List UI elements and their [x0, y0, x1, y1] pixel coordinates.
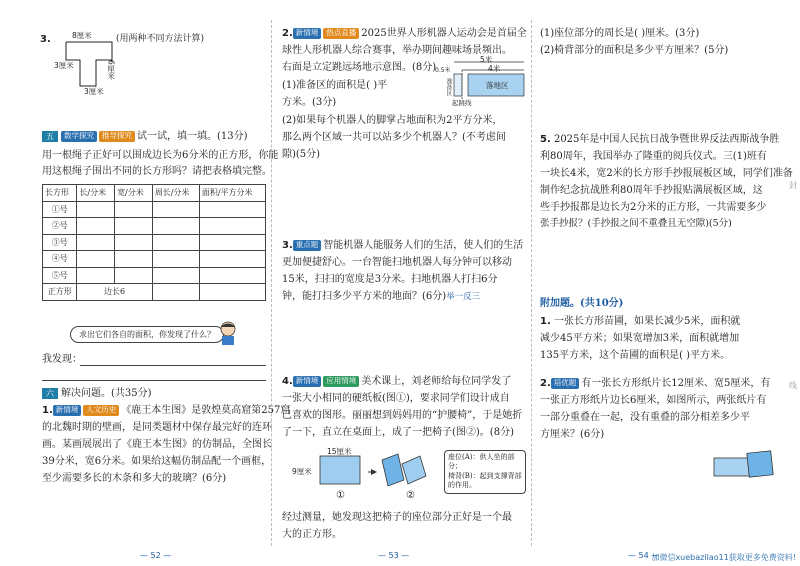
- q1-line: 画。某画展展出了《鹿王本生图》的仿制品，全图长: [42, 439, 272, 450]
- b2-line: 方厘米？(6分): [540, 429, 605, 440]
- answer-cell[interactable]: [199, 234, 265, 251]
- q4-line: 一张大小相同的硬纸板(图①)，要求同学们设计成自: [282, 393, 510, 404]
- fig-height-label: 9厘米: [292, 467, 312, 476]
- b2-text: 有一张长方形纸片长12厘米、宽5厘米，有: [581, 378, 771, 389]
- q3-number: 3.: [282, 240, 293, 251]
- q2-part2-line: 隙)(5分): [282, 149, 321, 160]
- page-number: — 53 —: [378, 551, 410, 560]
- section5-subtag: 推导探究: [99, 131, 135, 142]
- b1-number: 1.: [540, 316, 551, 327]
- rectangle-table: [42, 184, 266, 301]
- table-row: [43, 201, 266, 218]
- section6-heading: [42, 388, 152, 400]
- table-header: 面积/平方分米: [199, 185, 265, 202]
- q5-line: 制作纪念抗战胜利80周年手抄报贴满展板区域，这: [540, 185, 763, 196]
- q4-line: [282, 376, 511, 388]
- answer-cell[interactable]: [115, 218, 153, 235]
- q2-line: [282, 28, 527, 40]
- overlap-papers-figure: [708, 446, 788, 486]
- table-row-square: [43, 284, 266, 301]
- q4-line: 了一下，直立在桌面上，成了一把椅子(图②)。(8分): [282, 427, 514, 438]
- q4-part1: (1)座位部分的周长是( )厘米。(3分): [540, 28, 700, 39]
- b1-text: 一张长方形苗圃，如果长减少5米，面积就: [553, 316, 741, 327]
- q3-left-label: 3厘米: [54, 61, 74, 70]
- related-practice-link[interactable]: 举一反三: [446, 292, 481, 302]
- q3-tag: 重点题: [293, 240, 322, 251]
- q4-tag: 新情境: [293, 376, 322, 387]
- q1-line: 39分米，宽6分米。如果给这幅仿制品配一个画框，: [42, 456, 272, 467]
- q1-tag: 新情境: [53, 405, 82, 416]
- q3-text: 钟，能打扫多少平方米的地面？(6分): [282, 291, 447, 302]
- q4-tag: 应用情境: [323, 376, 359, 387]
- page-54: [532, 0, 800, 566]
- answer-cell[interactable]: [199, 201, 265, 218]
- table-row: [43, 267, 266, 284]
- table-row: [43, 234, 266, 251]
- q3-note: (用两种不同方法计算): [116, 34, 205, 44]
- answer-cell[interactable]: [152, 267, 199, 284]
- answer-line[interactable]: [80, 365, 266, 366]
- section5-number: 五: [42, 131, 58, 142]
- answer-cell[interactable]: [115, 251, 153, 268]
- answer-cell[interactable]: [199, 251, 265, 268]
- q1-tag: 人文历史: [83, 405, 119, 416]
- section5-title: 试一试，填一填。(13分): [137, 131, 248, 142]
- hint-bubble-text: 求出它们各自的面积，你发现了什么？: [79, 330, 215, 339]
- page-number: — 52 —: [140, 551, 172, 560]
- row-label: ②号: [43, 218, 77, 235]
- q1-text: 《鹿王本生图》是敦煌莫高窟第257窟: [121, 405, 291, 416]
- fig-label-2: ②: [406, 490, 415, 501]
- seat-note-line: 座位(A)：供人坐的部分；: [448, 453, 515, 471]
- section5-heading: [42, 131, 248, 143]
- edge-char: 线: [789, 381, 797, 390]
- q2-part2-line: 那么两个区域一共可以站多少个机器人？(不考虑间: [282, 132, 506, 143]
- q2-line: 球性人形机器人综合赛事，举办期间趣味场景频出。: [282, 45, 512, 56]
- table-header: 宽/分米: [115, 185, 153, 202]
- table-header: 周长/分米: [152, 185, 199, 202]
- q2-number: 2.: [282, 28, 293, 39]
- diagram-prep-area-label: 准备区: [444, 78, 452, 96]
- section6-number: 六: [42, 388, 58, 399]
- diagram-landing-area-label: 落地区: [486, 81, 509, 90]
- answer-cell[interactable]: [152, 234, 199, 251]
- q3-line: 15米，扫扫的宽度是3分米。扫地机器人打扫6分: [282, 274, 498, 285]
- answer-cell[interactable]: [77, 267, 115, 284]
- q4-line: 己喜欢的图形。丽丽想到妈妈用的“护腰椅”，于是她折: [282, 410, 523, 421]
- q1-number: 1.: [42, 405, 53, 416]
- row-label: ⑤号: [43, 267, 77, 284]
- page-52: [0, 0, 291, 566]
- q3-number: 3.: [40, 34, 51, 45]
- q3-line: [282, 240, 523, 252]
- q5-line: 一块长4米，宽2米的长方形手抄报展板区域，同学们准备: [540, 168, 793, 179]
- answer-cell[interactable]: [77, 218, 115, 235]
- q1-line: 的北魏时期的壁画，是同类题材中保存最完好的连环: [42, 422, 272, 433]
- page-53: [272, 0, 530, 566]
- q5-line: [540, 134, 779, 146]
- rope-text-line: 用这根绳子围出不同的长方形吗？请把表格填完整。: [42, 166, 272, 177]
- table-row: [43, 251, 266, 268]
- b2-line: 一张正方形纸片边长6厘米，如图所示，两张纸片有: [540, 395, 767, 406]
- cardboard-chair-figure: [292, 446, 442, 508]
- section5-tag: 数学探究: [61, 131, 97, 142]
- q4-tail-line: 经过测量，她发现这把椅子的座位部分正好是一个最: [282, 512, 512, 523]
- answer-cell[interactable]: [152, 284, 199, 301]
- watermark-text: 加微信xuebazilao11获取更多免费资料!: [651, 553, 796, 562]
- section6-title: 解决问题。(共35分): [61, 388, 152, 399]
- q4-tail-line: 大的正方形。: [282, 529, 342, 540]
- diagram-mid-label: 4米: [488, 64, 501, 73]
- b2-number: 2.: [540, 378, 551, 389]
- q1-line: 至少需要多长的木条和多大的玻璃？(6分): [42, 473, 227, 484]
- answer-cell[interactable]: [77, 251, 115, 268]
- table-header: 长方形: [43, 185, 77, 202]
- seat-note-box: [444, 450, 526, 494]
- answer-cell[interactable]: [77, 201, 115, 218]
- q3-right-label: 6厘米: [106, 60, 116, 80]
- q3-bottom-label: 3厘米: [84, 87, 104, 96]
- row-label: ④号: [43, 251, 77, 268]
- answer-cell[interactable]: [199, 284, 265, 301]
- answer-cell[interactable]: [115, 234, 153, 251]
- q2-part1-line: (1)准备区的面积是( )平: [282, 80, 388, 91]
- table-header: 长/分米: [77, 185, 115, 202]
- answer-line[interactable]: [42, 380, 266, 381]
- fig-label-1: ①: [336, 490, 345, 501]
- q5-line: 些手抄报都是边长为2分米的正方形，一共需要多少: [540, 202, 767, 213]
- table-row: [43, 218, 266, 235]
- q3-line: 更加便捷舒心。一台智能扫地机器人每分钟可以移动: [282, 257, 512, 268]
- q2-text: 2025世界人形机器人运动会是首届全: [361, 28, 527, 39]
- row-label: ①号: [43, 201, 77, 218]
- q2-line: 右面是立定跳远场地示意图。(8分): [282, 62, 437, 73]
- row-label: 正方形: [43, 284, 77, 301]
- discovery-label: 我发现：: [42, 354, 82, 365]
- child-avatar-icon: [216, 320, 240, 346]
- answer-cell[interactable]: [152, 218, 199, 235]
- fig-width-label: 15厘米: [327, 447, 352, 456]
- diagram-top-label: 5米: [480, 55, 493, 64]
- answer-cell[interactable]: [152, 201, 199, 218]
- b1-line: [540, 316, 740, 328]
- q5-text: 2025年是中国人民抗日战争暨世界反法西斯战争胜: [553, 134, 780, 145]
- b2-line: [540, 378, 770, 390]
- q4-part2: (2)椅背部分的面积是多少平方厘米？(5分): [540, 45, 729, 56]
- answer-cell[interactable]: [115, 267, 153, 284]
- q2-tag: 热点直播: [323, 28, 359, 39]
- q5-line: 利80周年，我国举办了隆重的阅兵仪式。三(1)班有: [540, 151, 767, 162]
- diagram-takeoff-line-label: 起跳线: [452, 99, 472, 107]
- b2-line: 一部分重叠在一起，没有重叠的部分相差多少平: [540, 412, 750, 423]
- answer-cell[interactable]: [115, 201, 153, 218]
- answer-cell[interactable]: [77, 234, 115, 251]
- q1-line: [42, 405, 290, 417]
- row-label: ③号: [43, 234, 77, 251]
- q4-number: 4.: [282, 376, 293, 387]
- b1-line: 减少45平方米；如果宽增加3米，面积就增加: [540, 333, 740, 344]
- q5-line: 张手抄报？(手抄报之间不重叠且无空隙)(5分): [540, 218, 732, 229]
- q3-top-label: 8厘米: [72, 31, 92, 40]
- page-number: — 54 —: [628, 551, 660, 560]
- square-side: 边长6: [77, 284, 152, 301]
- hint-bubble: [70, 326, 224, 343]
- q3-line: [282, 291, 480, 303]
- q2-part2-line: (2)如果每个机器人的脚掌占地面积为2平方分米，: [282, 115, 503, 126]
- q4-text: 美术课上，刘老师给每位同学发了: [361, 376, 512, 387]
- rope-text-line: 用一根绳子正好可以围成边长为6分米的正方形，你能: [42, 150, 279, 161]
- q5-number: 5.: [540, 134, 551, 145]
- b1-line: 135平方米，这个苗圃的面积是( )平方米。: [540, 350, 731, 361]
- bonus-title: 附加题。(共10分): [540, 298, 624, 309]
- edge-char: 封: [789, 181, 797, 190]
- q2-part1-line: 方米。(3分): [282, 97, 337, 108]
- answer-cell[interactable]: [199, 267, 265, 284]
- q2-tag: 新情境: [293, 28, 322, 39]
- table-header-row: [43, 185, 266, 202]
- b2-tag: 培优题: [551, 378, 580, 389]
- answer-cell[interactable]: [152, 251, 199, 268]
- seat-note-line: 椅背(B)：起到支撑背部: [448, 471, 522, 480]
- diagram-side-label: 0.5米: [435, 67, 451, 74]
- q3-text: 智能机器人能服务人们的生活，使人们的生活: [323, 240, 524, 251]
- answer-cell[interactable]: [199, 218, 265, 235]
- seat-note-line: 的作用。: [448, 481, 476, 490]
